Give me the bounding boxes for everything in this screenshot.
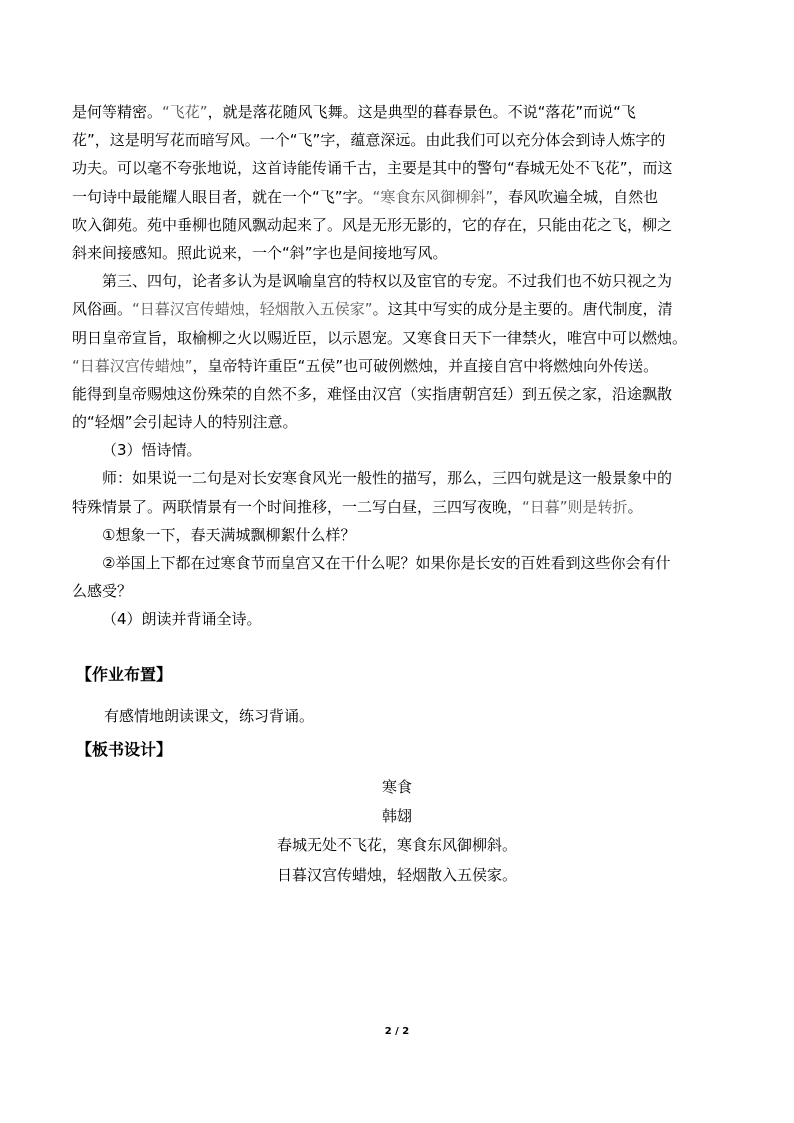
board-author: 韩翃	[381, 807, 412, 825]
question-1: ①想象一下，春天满城飘柳絮什么样？	[102, 525, 356, 544]
text-span: 风俗画。	[72, 300, 133, 319]
homework-text: 有感情地朗读课文，练习背诵。	[104, 707, 315, 725]
quote-span: “飞花”	[162, 103, 208, 121]
board-poem-line1: 春城无处不飞花，寒食东风御柳斜。	[276, 836, 517, 854]
main-text	[72, 98, 732, 634]
p2-line1: 第三、四句，论者多认为是讽喻皇宫的特权以及宦官的专宠。不过我们也不妨只视之为	[102, 272, 673, 291]
quote-span: “日暮汉宫传蜡烛，轻烟散入五侯家”	[132, 300, 373, 319]
p2-line4	[72, 352, 732, 380]
step-3: （3）悟诗情。	[102, 441, 202, 460]
question-2-line2: 么感受？	[72, 582, 133, 601]
p2-line5: 能得到皇帝赐烛这份殊荣的自然不多，难怪由汉宫（实指唐朝宫廷）到五侯之家，沿途飘散	[72, 384, 673, 403]
p2-line3: 明日皇帝宣旨，取榆柳之火以赐近臣，以示恩宠。又寒食日天下一律禁火，唯宫中可以燃烛。	[72, 328, 688, 347]
step-4: （4）朗读并背诵全诗。	[102, 610, 262, 629]
text-span: ，春风吹遍全城，自然也	[493, 187, 659, 206]
page-number: 2 / 2	[384, 1026, 410, 1037]
text-span: ，就是落花随风飞舞。这是典型的暮春景色。不说“落花”而说“飞	[207, 103, 636, 121]
p1-line6: 斜来间接感知。照此说来，一个“斜”字也是间接地写风。	[72, 243, 448, 262]
text-span: 特殊情景了。两联情景有一个时间推移，一二写白昼，三四写夜晚，	[72, 497, 523, 516]
question-2-line1: ②举国上下都在过寒食节而皇宫又在干什么呢？如果你是长安的百姓看到这些你会有什	[102, 554, 671, 572]
p2-line2	[72, 295, 732, 323]
text-span: 是何等精密。	[72, 103, 163, 121]
text-span: ，皇帝特许重臣“五侯”也可破例燃烛，并直接自宫中将燃烛向外传送。	[192, 356, 659, 375]
text-span: 。这其中写实的成分是主要的。唐代制度，清	[372, 300, 673, 319]
p2-line6: 的“轻烟”会引起诗人的特别注意。	[72, 413, 298, 432]
board-title: 寒食	[381, 778, 412, 796]
p1-line1	[72, 98, 732, 126]
text-span: 。	[627, 497, 643, 516]
p1-line5: 吹入御苑。苑中垂柳也随风飘动起来了。风是无形无影的，它的存在，只能由花之飞，柳之	[72, 215, 673, 234]
homework-heading: 【作业布置】	[76, 665, 173, 684]
quote-span: “日暮汉宫传蜡烛”	[72, 356, 193, 375]
p1-line3: 功夫。可以毫不夸张地说，这首诗能传诵千古，主要是其中的警句“春城无处不飞花”，而这	[72, 159, 673, 178]
p4-line2	[72, 493, 732, 521]
text-span: 一句诗中最能耀人眼目者，就在一个“飞”字。	[72, 187, 373, 206]
board-heading: 【板书设计】	[76, 740, 173, 759]
p4-line1: 师：如果说一二句是对长安寒食风光一般性的描写，那么，三四句就是这一般景象中的	[102, 469, 673, 488]
quote-span: “日暮”则是转折	[522, 497, 628, 516]
p1-line2: 花”，这是明写花而暗写风。一个“飞”字，蕴意深远。由此我们可以充分体会到诗人炼字的	[72, 131, 666, 150]
quote-span: “寒食东风御柳斜”	[372, 187, 494, 206]
board-poem-line2: 日暮汉宫传蜡烛，轻烟散入五侯家。	[276, 866, 517, 884]
p1-line4	[72, 183, 732, 211]
